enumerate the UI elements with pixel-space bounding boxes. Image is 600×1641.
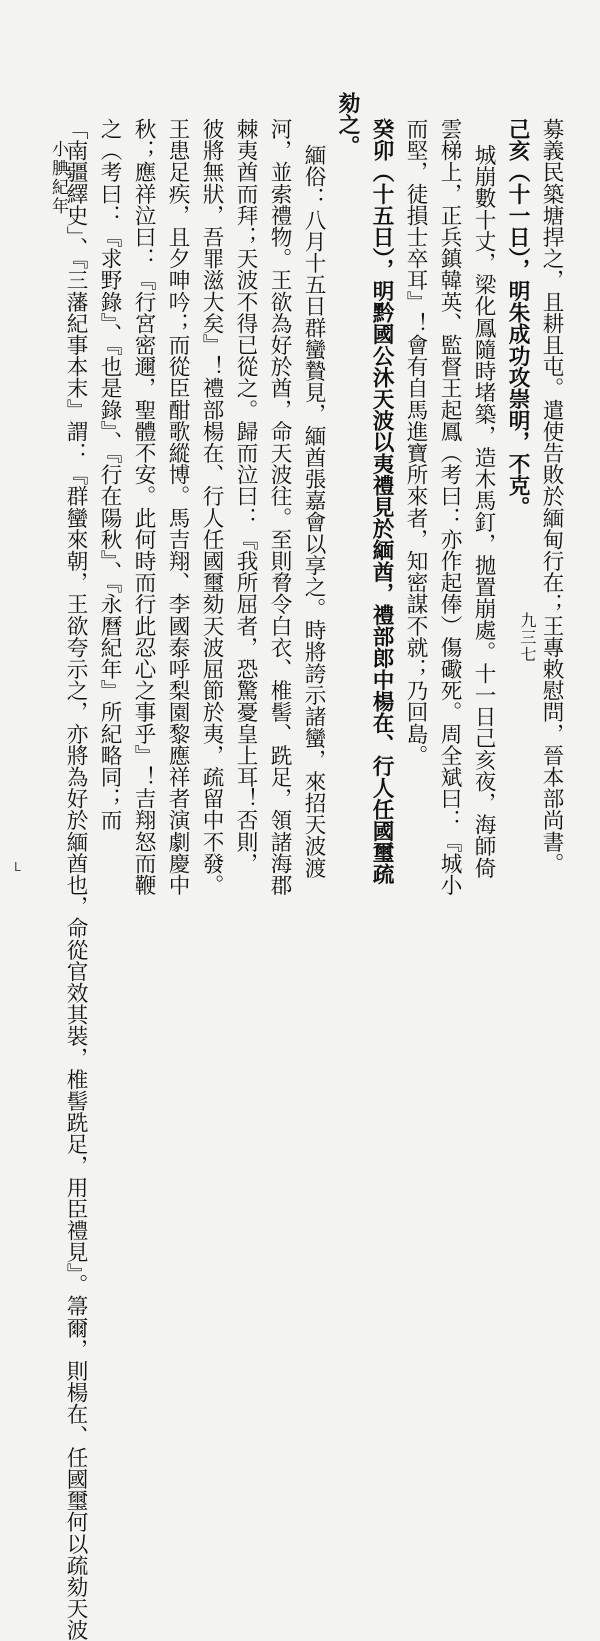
text-column-8: 緬俗：八月十五日群蠻贄見，緬酋張嘉會以享之。時將誇示諸蠻，來招天波渡: [301, 144, 326, 879]
text-column-6: 癸卯（十五日），明黔國公沐天波以夷禮見於緬酋，禮部郎中楊在、行人任國璽疏: [369, 118, 394, 885]
text-column-13: 秋；應祥泣曰：『行宮密邇，聖體不安。此何時而行此忍心之事乎』！吉翔怒而鞭: [131, 118, 156, 896]
text-column-2: 己亥（十一日），明朱成功攻崇明，不克。: [505, 118, 530, 518]
running-head: 小腆紀年: [48, 140, 68, 216]
text-column-11: 彼將無狀，吾罪滋大矣』！禮部楊在、行人任國璽劾天波屈節於夷，疏留中不發。: [199, 118, 224, 896]
text-column-5: 而堅，徒損士卒耳』！會有自馬進寶所來者，知密謀不就；乃回島。: [403, 118, 428, 766]
page-number: 九三七: [518, 612, 537, 663]
text-column-10: 棘夷酋而拜；天波不得已從之。歸而泣曰：『我所屈者，恐驚憂皇上耳！否則，: [233, 118, 258, 874]
text-column-14: 之（考曰：『求野錄』、『也是錄』、『行在陽秋』、『永曆紀年』所紀略同；而: [97, 118, 122, 831]
text-column-3: 城崩數十丈，梁化鳳隨時堵築，造木馬釘，拋置崩處。十一日己亥夜，海師倚: [471, 144, 496, 879]
text-column-4: 雲梯上，正兵鎮韓英、監督王起鳳（考曰：亦作起俸）傷礮死。周全斌曰：『城小: [437, 118, 462, 896]
text-column-9: 河，並索禮物。王欲為好於酋，命天波往。至則脅令白衣、椎髻、跣足，領諸海郡: [267, 118, 292, 896]
text-column-12: 王患足疾，且夕呻吟；而從臣酣歌縱博。馬吉翔、李國泰呼梨園黎應祥者演劇慶中: [165, 118, 190, 896]
text-column-15: 「南疆繹史」、『三藩紀事本末』謂：『群蠻來朝，王欲夸示之，亦將為好於緬酋也，命從官效其裝，椎髻跣足，用臣禮見』。箒爾，則楊在、任國璽何以疏劾天波: [63, 118, 88, 1641]
corner-mark: L: [14, 860, 21, 874]
text-column-1: 募義民築塘捍之，且耕且屯。遣使告敗於緬甸行在；王專敕慰問，晉本部尚書。: [539, 118, 564, 874]
text-column-7: 劾之。: [335, 92, 360, 157]
